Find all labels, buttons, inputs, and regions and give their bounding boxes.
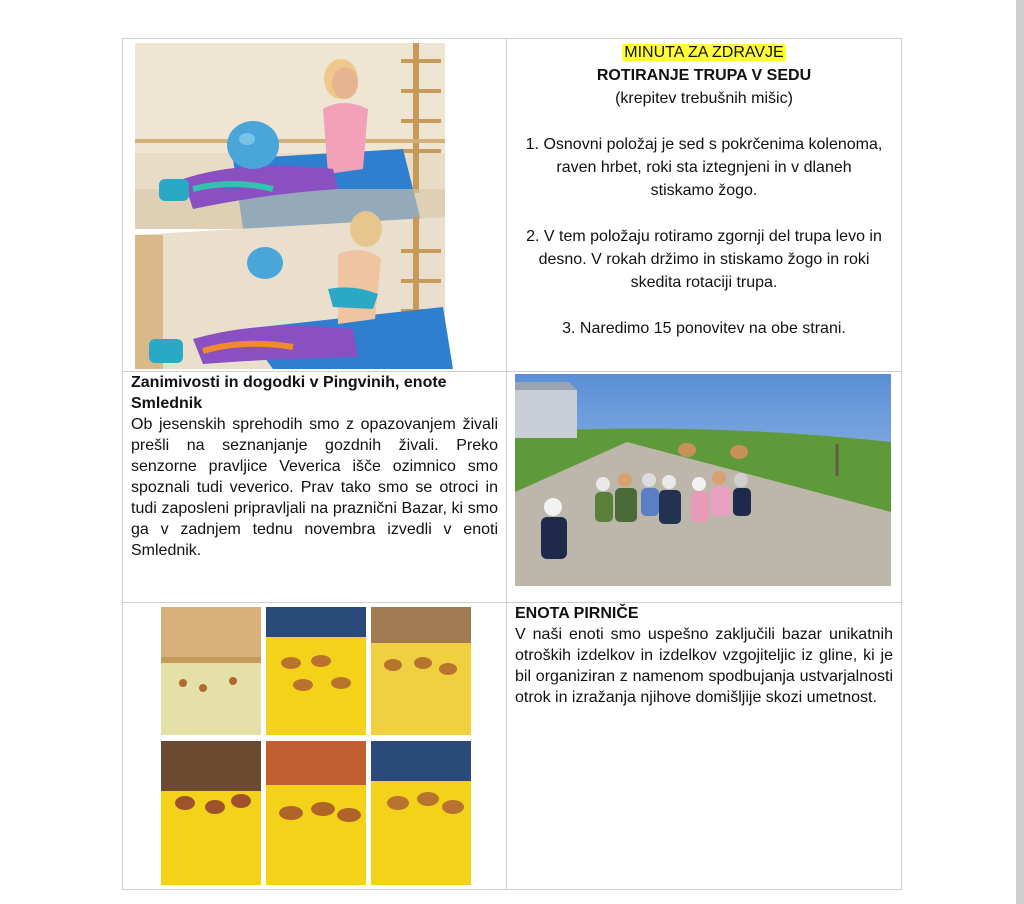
exercise-step: 1. Osnovni položaj je sed s pokrčenima kolenoma, raven hrbet, roki sta iztegnjeni in v dlaneh stiskamo žogo. <box>525 136 883 199</box>
pingvini-body: Ob jesenskih sprehodih smo z opazovanjem živali prešli na seznanjanje gozdnih živali. Preko senzorne pravljice Veverica išče ozimnico smo spoznali tudi veverico. Prav tako smo se otroci in tudi zaposleni pripravljali na praznični Bazar, ki smo ga v zadnjem tednu novembra izvedli v enoti Smlednik. <box>131 416 498 559</box>
collage-photo <box>266 741 366 885</box>
pingvini-section <box>123 372 506 602</box>
exercise-photo-bottom <box>135 211 453 369</box>
collage-photo <box>371 607 471 735</box>
pingvini-title: Zanimivosti in dogodki v Pingvinih, enote Smlednik <box>131 374 447 412</box>
exercise-subtitle: (krepitev trebušnih mišic) <box>615 90 793 107</box>
collage-photo <box>161 607 261 735</box>
pirnice-title: ENOTA PIRNIČE <box>515 605 639 622</box>
exercise-photo-illustration <box>123 39 506 371</box>
pirnice-body: V naši enoti smo uspešno zaključili bazar unikatnih otroških izdelkov in izdelkov vzgojiteljic iz gline, ki je bil organiziran z namenom spodbujanja ustvarjalnosti otrok in izražanja njihove domišljije skozi umetnost. <box>515 626 893 706</box>
exercise-description <box>507 39 901 371</box>
page-edge <box>1016 0 1024 904</box>
clay-products-illustration <box>123 603 506 889</box>
exercise-photo-top <box>135 43 445 229</box>
exercise-step: 3. Naredimo 15 ponovitev na obe strani. <box>562 320 846 337</box>
exercise-step: 2. V tem položaju rotiramo zgornji del trupa levo in desno. V rokah držimo in stiskamo žogo in roki skedita rotaciji trupa. <box>526 228 882 291</box>
pirnice-section <box>507 603 901 889</box>
newsletter-table <box>122 38 902 890</box>
bazaar-photo-collage <box>123 603 506 889</box>
exercise-photos <box>123 39 506 371</box>
collage-photo <box>371 741 471 885</box>
health-minute-badge: MINUTA ZA ZDRAVJE <box>624 44 784 61</box>
collage-photo <box>161 741 261 885</box>
children-horses-illustration <box>507 372 901 602</box>
exercise-title: ROTIRANJE TRUPA V SEDU <box>596 67 812 84</box>
outdoor-walk-photo <box>507 372 901 602</box>
collage-photo <box>266 607 366 735</box>
